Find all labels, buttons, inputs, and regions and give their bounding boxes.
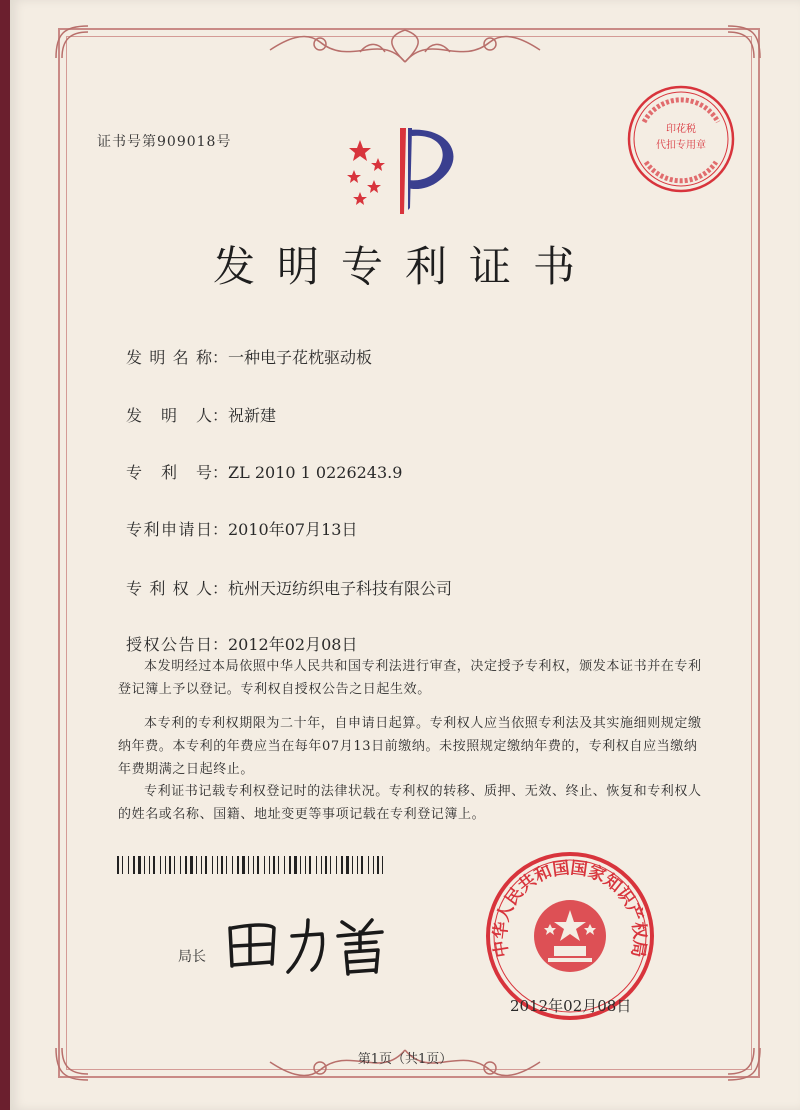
seal-text: 中华人民共和国国家知识产权局 xyxy=(490,858,650,959)
field-value: ：2012年02月08日 xyxy=(212,635,358,654)
field-label: 专利申请日 xyxy=(126,520,212,539)
tax-stamp-icon xyxy=(624,82,738,196)
svg-text:印花税: 印花税 xyxy=(666,124,696,135)
body-paragraph: 专利证书记载专利权登记时的法律状况。专利权的转移、质押、无效、终止、恢复和专利权人的姓名或名称、国籍、地址变更等事项记载在专利登记簿上。 xyxy=(118,784,702,822)
page-number: 第1页（共1页） xyxy=(357,1052,453,1067)
corner-ornament-icon xyxy=(52,22,92,62)
certificate-title: 发明专利证书 xyxy=(212,242,597,291)
field-value: ：一种电子花枕驱动板 xyxy=(212,348,373,367)
field-label: 授权公告日 xyxy=(126,635,212,654)
issue-date: 2012年02月08日 xyxy=(510,997,632,1015)
field-value: ：祝新建 xyxy=(212,406,277,425)
field-patentee xyxy=(126,576,452,599)
field-label: 发明人 xyxy=(126,406,212,425)
corner-ornament-icon xyxy=(724,22,764,62)
barcode-icon xyxy=(117,856,389,874)
field-patent-number xyxy=(126,460,402,483)
field-value: ：2010年07月13日 xyxy=(212,520,358,539)
field-label: 专利号 xyxy=(126,463,212,482)
field-label: 发明名称 xyxy=(126,348,212,367)
patent-office-emblem-icon xyxy=(340,118,470,218)
field-label: 专利权人 xyxy=(126,579,212,598)
body-paragraph: 本专利的专利权期限为二十年，自申请日起算。专利权人应当依照专利法及其实施细则规定缴纳年费。本专利的年费应当在每年07月13日前缴纳。未按照规定缴纳年费的，专利权自应当缴纳年费期满之日起终止。 xyxy=(118,716,702,777)
field-value: ：ZL 2010 1 0226243.9 xyxy=(212,463,403,482)
signature-label: 局长 xyxy=(178,949,206,965)
field-value: ：杭州天迈纺织电子科技有限公司 xyxy=(212,579,453,598)
director-signature-icon xyxy=(222,910,402,980)
certificate-number: 证书号第909018号 xyxy=(97,134,232,150)
field-invention-name xyxy=(126,345,372,368)
field-grant-date xyxy=(126,632,357,655)
body-paragraph: 本发明经过本局依照中华人民共和国专利法进行审查，决定授予专利权，颁发本证书并在专利登记簿上予以登记。专利权自授权公告之日起生效。 xyxy=(118,659,702,697)
svg-text:代扣专用章: 代扣专用章 xyxy=(656,140,706,151)
field-application-date xyxy=(126,517,357,540)
top-ornament-icon xyxy=(260,22,550,72)
field-inventor xyxy=(126,403,276,426)
